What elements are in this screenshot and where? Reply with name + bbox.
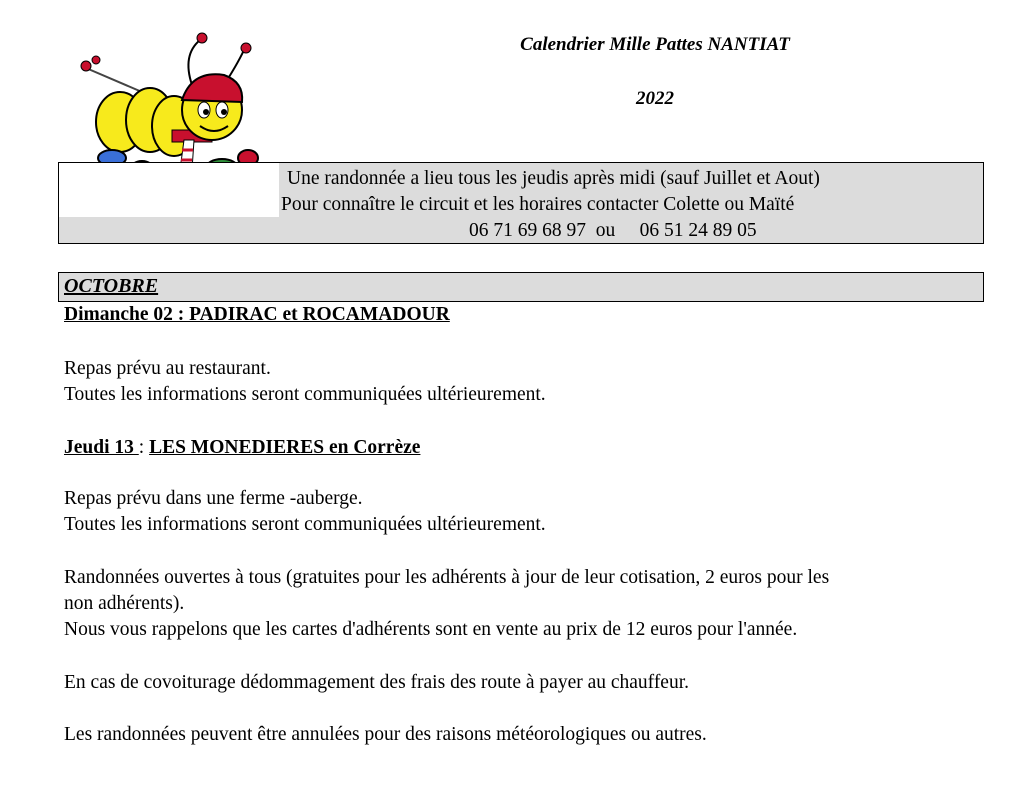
phone-separator: ou (595, 220, 616, 241)
note-open-line-1: Randonnées ouvertes à tous (gratuites pour les adhérents à jour de leur cotisation, 2 euros pour les (64, 567, 830, 588)
event-2-info: Toutes les informations seront communiquées ultérieurement. (64, 514, 546, 535)
event-1-meal: Repas prévu au restaurant. (64, 358, 271, 379)
month-label: OCTOBRE (64, 275, 159, 297)
event-2-place: LES MONEDIERES en Corrèze (149, 437, 421, 458)
phone-number-2: 06 51 24 89 05 (639, 220, 757, 241)
note-carpool: En cas de covoiturage dédommagement des frais des route à payer au chauffeur. (64, 672, 690, 693)
event-2-colon: : (138, 437, 150, 458)
phone-number-1: 06 71 69 68 97 (469, 220, 586, 241)
event-1-info: Toutes les informations seront communiquées ultérieurement. (64, 384, 546, 405)
info-box-logo-cutout (59, 163, 279, 217)
info-box (58, 162, 984, 244)
note-membership-cards: Nous vous rappelons que les cartes d'adhérents sont en vente au prix de 12 euros pour l'année. (64, 619, 798, 640)
note-cancellation: Les randonnées peuvent être annulées pour des raisons météorologiques ou autres. (64, 724, 707, 745)
info-line-contact: Pour connaître le circuit et les horaires contacter Colette ou Maïté (281, 194, 795, 215)
event-2-heading (64, 437, 420, 459)
note-open-line-2: non adhérents). (64, 593, 185, 614)
event-2-day: Jeudi 13 (64, 437, 139, 458)
document-year: 2022 (636, 88, 674, 109)
event-2-meal: Repas prévu dans une ferme -auberge. (64, 488, 363, 509)
document-title: Calendrier Mille Pattes NANTIAT (520, 34, 790, 55)
event-1-heading: Dimanche 02 : PADIRAC et ROCAMADOUR (64, 304, 450, 325)
info-line-schedule: Une randonnée a lieu tous les jeudis après midi (sauf Juillet et Aout) (287, 168, 820, 189)
month-bar (58, 272, 984, 302)
info-line-phones (469, 220, 757, 242)
